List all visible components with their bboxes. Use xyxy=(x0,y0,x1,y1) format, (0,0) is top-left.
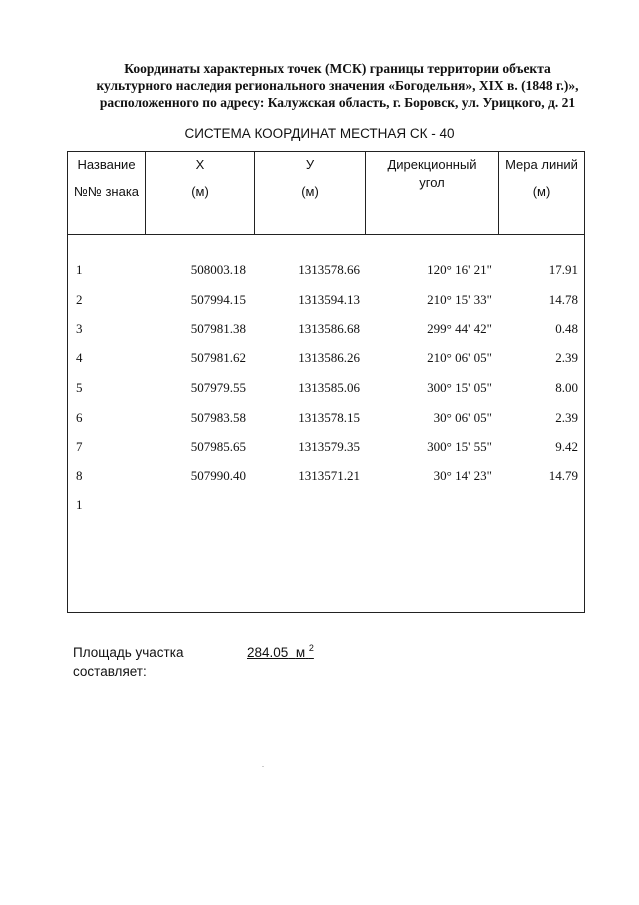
cell-name: 6 xyxy=(76,410,83,425)
area-unit: м xyxy=(295,645,306,660)
cell-x: 507979.55 xyxy=(190,380,246,395)
cell-name: 1 xyxy=(76,497,83,512)
coordinates-table xyxy=(67,151,585,613)
cell-name: 7 xyxy=(76,439,83,454)
cell-x: 507983.58 xyxy=(190,410,246,425)
cell-angle: 30° 06' 05" xyxy=(433,410,492,425)
cell-y: 1313579.35 xyxy=(298,439,360,454)
cell-name: 2 xyxy=(76,292,83,307)
header-y-unit: (м) xyxy=(301,184,319,199)
area-label-line2: составляет: xyxy=(73,664,147,679)
area-unit-power: 2 xyxy=(308,643,314,653)
area-label-line1: Площадь участка xyxy=(73,645,184,660)
cell-x: 507981.38 xyxy=(190,321,246,336)
table-row xyxy=(68,468,584,488)
header-length xyxy=(499,157,584,199)
header-x-label: X xyxy=(195,157,205,172)
table-header xyxy=(68,152,584,235)
cell-x: 507990.40 xyxy=(190,468,246,483)
cell-length: 2.39 xyxy=(555,410,578,425)
header-length-label: Мера линий xyxy=(505,157,578,172)
header-name xyxy=(68,157,145,199)
cell-angle: 120° 16' 21" xyxy=(427,262,492,277)
table-row xyxy=(68,292,584,312)
area-number: 284.05 xyxy=(247,645,289,660)
header-x-unit: (м) xyxy=(191,184,209,199)
cell-x: 508003.18 xyxy=(190,262,246,277)
header-y xyxy=(255,157,365,199)
scan-speck xyxy=(262,766,264,767)
cell-name: 3 xyxy=(76,321,83,336)
cell-x: 507994.15 xyxy=(190,292,246,307)
area-label xyxy=(73,643,183,681)
title-line-2: культурного наследия регионального значения «Богодельня», XIX в. (1848 г.)», xyxy=(96,78,579,93)
cell-name: 4 xyxy=(76,350,83,365)
header-y-label: У xyxy=(305,157,315,172)
header-angle-line1: Дирекционный xyxy=(387,157,477,172)
cell-y: 1313578.66 xyxy=(298,262,360,277)
table-row xyxy=(68,410,584,430)
cell-length: 2.39 xyxy=(555,350,578,365)
header-angle xyxy=(366,157,498,190)
document-title xyxy=(60,60,615,111)
cell-angle: 300° 15' 05" xyxy=(427,380,492,395)
cell-name: 1 xyxy=(76,262,83,277)
header-name-line1: Название xyxy=(77,157,136,172)
area-value xyxy=(247,643,314,660)
cell-y: 1313586.26 xyxy=(298,350,360,365)
table-row xyxy=(68,262,584,282)
cell-length: 9.42 xyxy=(555,439,578,454)
table-row xyxy=(68,380,584,400)
table-row xyxy=(68,321,584,341)
header-name-line2: №№ знака xyxy=(73,184,140,199)
cell-x: 507985.65 xyxy=(190,439,246,454)
cell-angle: 300° 15' 55" xyxy=(427,439,492,454)
cell-angle: 210° 06' 05" xyxy=(427,350,492,365)
cell-y: 1313571.21 xyxy=(298,468,360,483)
title-line-3: расположенного по адресу: Калужская область, г. Боровск, ул. Урицкого, д. 21 xyxy=(99,95,576,110)
cell-angle: 30° 14' 23" xyxy=(433,468,492,483)
cell-y: 1313594.13 xyxy=(298,292,360,307)
cell-angle: 299° 44' 42" xyxy=(427,321,492,336)
cell-length: 14.78 xyxy=(548,292,578,307)
cell-length: 8.00 xyxy=(555,380,578,395)
table-row xyxy=(68,439,584,459)
header-angle-line2: угол xyxy=(419,175,445,190)
cell-name: 5 xyxy=(76,380,83,395)
cell-x: 507981.62 xyxy=(190,350,246,365)
cell-y: 1313578.15 xyxy=(298,410,360,425)
cell-name: 8 xyxy=(76,468,83,483)
cell-length: 17.91 xyxy=(548,262,578,277)
title-line-1: Координаты характерных точек (МСК) границы территории объекта xyxy=(124,61,551,76)
cell-angle: 210° 15' 33" xyxy=(427,292,492,307)
table-row xyxy=(68,497,584,517)
table-row xyxy=(68,350,584,370)
cell-length: 0.48 xyxy=(555,321,578,336)
header-x xyxy=(146,157,254,199)
cell-y: 1313586.68 xyxy=(298,321,360,336)
header-length-unit: (м) xyxy=(532,184,551,199)
cell-length: 14.79 xyxy=(548,468,578,483)
coordinate-system-heading: СИСТЕМА КООРДИНАТ МЕСТНАЯ СК - 40 xyxy=(184,126,455,141)
cell-y: 1313585.06 xyxy=(298,380,360,395)
